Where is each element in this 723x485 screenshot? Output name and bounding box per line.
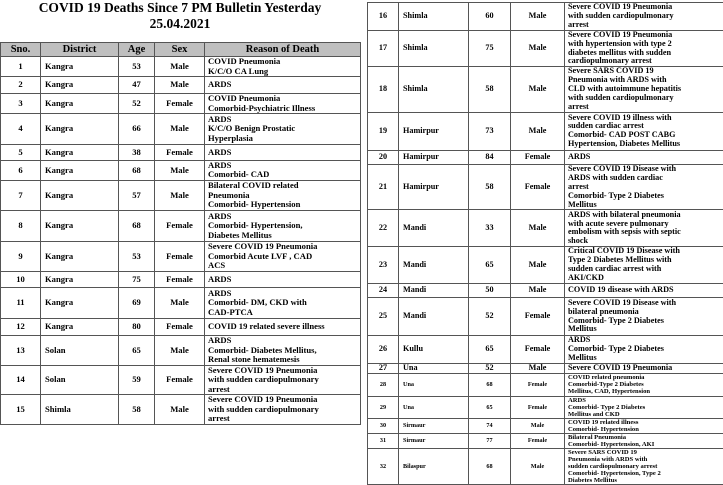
reason-line: Pneumonia with ARDS with bbox=[568, 456, 720, 463]
reason-cell bbox=[565, 247, 723, 284]
district-cell: Una bbox=[399, 363, 469, 373]
reason-line: Comorbid- Type 2 Diabetes bbox=[568, 192, 720, 201]
sex-cell: Male bbox=[511, 67, 565, 113]
sex-cell: Female bbox=[155, 145, 205, 161]
table-row bbox=[368, 210, 723, 247]
reason-line: Hyperplasia bbox=[208, 134, 357, 143]
table-row bbox=[1, 241, 361, 271]
reason-line: Mellitus bbox=[568, 201, 720, 210]
reason-line: Pneumonia with ARDS with bbox=[568, 76, 720, 85]
age-cell: 52 bbox=[119, 94, 155, 114]
reason-cell bbox=[565, 3, 723, 31]
table-row bbox=[1, 395, 361, 425]
reason-cell bbox=[205, 318, 361, 335]
table-row bbox=[1, 77, 361, 94]
district-cell: Kangra bbox=[41, 77, 119, 94]
age-cell: 57 bbox=[119, 180, 155, 210]
reason-line: COVID 19 disease with ARDS bbox=[568, 286, 720, 295]
district-cell: Kangra bbox=[41, 114, 119, 145]
reason-line: ARDS bbox=[208, 161, 357, 170]
age-cell: 58 bbox=[119, 395, 155, 425]
reason-line: Comorbid Acute LVF , CAD bbox=[208, 252, 357, 261]
district-cell: Kangra bbox=[41, 287, 119, 318]
sno-cell: 15 bbox=[1, 395, 41, 425]
table-row bbox=[368, 150, 723, 164]
reason-line: sudden cardiac arrest bbox=[568, 122, 720, 131]
reason-line: embolism with sepsis with septic bbox=[568, 228, 720, 237]
reason-line: Mellitus bbox=[568, 325, 720, 334]
reason-line: sudden cardiac arrest with bbox=[568, 265, 720, 274]
reason-cell bbox=[565, 373, 723, 396]
reason-cell bbox=[205, 271, 361, 287]
age-cell: 58 bbox=[469, 164, 511, 210]
sex-cell: Female bbox=[155, 271, 205, 287]
reason-line: K/C/O Benign Prostatic bbox=[208, 124, 357, 133]
reason-line: Comorbid-Type 2 Diabetes bbox=[568, 381, 720, 388]
age-cell: 74 bbox=[469, 418, 511, 433]
reason-line: Comorbid- Hypertension, Type 2 bbox=[568, 470, 720, 477]
sex-cell: Male bbox=[511, 112, 565, 150]
reason-line: Comorbid- Diabetes Mellitus, bbox=[208, 346, 357, 355]
district-cell: Kullu bbox=[399, 336, 469, 364]
age-cell: 52 bbox=[469, 363, 511, 373]
age-cell: 50 bbox=[469, 284, 511, 298]
reason-line: Comorbid- Hypertension, bbox=[208, 221, 357, 230]
sno-cell: 1 bbox=[1, 57, 41, 77]
reason-line: Severe COVID 19 Disease with bbox=[568, 299, 720, 308]
district-cell: Shimla bbox=[399, 67, 469, 113]
reason-line: Comorbid- CAD bbox=[208, 170, 357, 179]
reason-line: Hypertension, Diabetes Mellitus bbox=[568, 140, 720, 149]
sex-cell: Female bbox=[511, 373, 565, 396]
age-cell: 65 bbox=[469, 247, 511, 284]
table-row bbox=[368, 373, 723, 396]
reason-line: ARDS bbox=[208, 148, 357, 157]
sex-cell: Female bbox=[511, 164, 565, 210]
district-cell: Shimla bbox=[399, 30, 469, 67]
reason-line: ARDS bbox=[568, 153, 720, 162]
district-cell: Solan bbox=[41, 335, 119, 365]
district-cell: Mandi bbox=[399, 247, 469, 284]
table-row bbox=[1, 210, 361, 241]
reason-line: Mellitus bbox=[568, 354, 720, 363]
sex-cell: Male bbox=[511, 3, 565, 31]
reason-cell bbox=[205, 77, 361, 94]
sex-cell: Male bbox=[155, 287, 205, 318]
table-header-row bbox=[1, 43, 361, 57]
reason-line: with sudden cardiopulmonary bbox=[208, 375, 357, 384]
reason-line: Comorbid- Hypertension bbox=[208, 200, 357, 209]
reason-line: Critical COVID 19 Disease with bbox=[568, 247, 720, 256]
reason-line: with sudden cardiopulmonary bbox=[208, 405, 357, 414]
reason-cell bbox=[205, 395, 361, 425]
sno-cell: 20 bbox=[368, 150, 399, 164]
reason-cell bbox=[565, 433, 723, 448]
reason-line: CAD-PTCA bbox=[208, 308, 357, 317]
reason-cell bbox=[205, 287, 361, 318]
reason-line: Pneumonia bbox=[208, 191, 357, 200]
reason-cell bbox=[205, 114, 361, 145]
district-cell: Shimla bbox=[41, 395, 119, 425]
sex-cell: Female bbox=[511, 150, 565, 164]
reason-line: COVID Pneumonia bbox=[208, 57, 357, 66]
reason-cell bbox=[565, 67, 723, 113]
reason-cell bbox=[205, 180, 361, 210]
sno-cell: 28 bbox=[368, 373, 399, 396]
table-row bbox=[368, 112, 723, 150]
sno-cell: 6 bbox=[1, 161, 41, 181]
reason-cell bbox=[565, 448, 723, 484]
sex-cell: Male bbox=[511, 210, 565, 247]
sex-cell: Male bbox=[511, 448, 565, 484]
age-cell: 59 bbox=[119, 365, 155, 394]
age-cell: 73 bbox=[469, 112, 511, 150]
sno-cell: 4 bbox=[1, 114, 41, 145]
sno-cell: 26 bbox=[368, 336, 399, 364]
header-age: Age bbox=[119, 43, 155, 57]
sno-cell: 12 bbox=[1, 318, 41, 335]
district-cell: Hamirpur bbox=[399, 150, 469, 164]
reason-line: ARDS bbox=[208, 289, 357, 298]
reason-line: Bilateral Pneumonia bbox=[568, 434, 720, 441]
reason-line: Comorbid- DM, CKD with bbox=[208, 298, 357, 307]
table-row bbox=[1, 365, 361, 394]
reason-cell bbox=[565, 164, 723, 210]
table-row bbox=[368, 363, 723, 373]
reason-line: with hypertension with type 2 bbox=[568, 40, 720, 49]
district-cell: Hamirpur bbox=[399, 164, 469, 210]
reason-line: with sudden cardiopulmonary bbox=[568, 94, 720, 103]
sno-cell: 29 bbox=[368, 396, 399, 418]
reason-line: sudden cardiopulmonary arrest bbox=[568, 463, 720, 470]
age-cell: 53 bbox=[119, 57, 155, 77]
sex-cell: Male bbox=[511, 363, 565, 373]
sno-cell: 10 bbox=[1, 271, 41, 287]
sex-cell: Male bbox=[155, 180, 205, 210]
sno-cell: 5 bbox=[1, 145, 41, 161]
sex-cell: Male bbox=[155, 161, 205, 181]
district-cell: Kangra bbox=[41, 318, 119, 335]
table-row bbox=[368, 336, 723, 364]
reason-cell bbox=[205, 241, 361, 271]
reason-line: ARDS bbox=[208, 336, 357, 345]
age-cell: 58 bbox=[469, 67, 511, 113]
district-cell: Mandi bbox=[399, 210, 469, 247]
reason-line: Bilateral COVID related bbox=[208, 181, 357, 190]
district-cell: Kangra bbox=[41, 161, 119, 181]
reason-line: Mellitus and CKD bbox=[568, 411, 720, 418]
district-cell: Una bbox=[399, 396, 469, 418]
age-cell: 69 bbox=[119, 287, 155, 318]
reason-line: cardiopulmonary arrest bbox=[568, 57, 720, 66]
table-row bbox=[1, 161, 361, 181]
age-cell: 52 bbox=[469, 298, 511, 336]
table-row bbox=[368, 298, 723, 336]
table-row bbox=[368, 418, 723, 433]
table-row bbox=[1, 145, 361, 161]
reason-line: Diabetes Mellitus bbox=[208, 231, 357, 240]
reason-cell bbox=[565, 30, 723, 67]
sno-cell: 21 bbox=[368, 164, 399, 210]
reason-line: shock bbox=[568, 237, 720, 246]
reason-cell bbox=[205, 210, 361, 241]
table-row bbox=[368, 247, 723, 284]
sno-cell: 27 bbox=[368, 363, 399, 373]
reason-line: COVID related pneumonia bbox=[568, 374, 720, 381]
reason-line: Comorbid- Hypertension bbox=[568, 426, 720, 433]
district-cell: Kangra bbox=[41, 145, 119, 161]
sno-cell: 24 bbox=[368, 284, 399, 298]
sex-cell: Female bbox=[155, 210, 205, 241]
reason-cell bbox=[205, 161, 361, 181]
age-cell: 65 bbox=[469, 336, 511, 364]
title-line-1: COVID 19 Deaths Since 7 PM Bulletin Yesterday bbox=[0, 0, 360, 16]
table-row bbox=[368, 396, 723, 418]
district-cell: Sirmaur bbox=[399, 433, 469, 448]
reason-line: Type 2 Diabetes Mellitus with bbox=[568, 256, 720, 265]
table-row bbox=[368, 448, 723, 484]
header-sex: Sex bbox=[155, 43, 205, 57]
reason-line: with sudden cardiopulmonary bbox=[568, 12, 720, 21]
reason-cell bbox=[565, 396, 723, 418]
reason-line: ARDS bbox=[568, 336, 720, 345]
district-cell: Mandi bbox=[399, 298, 469, 336]
reason-line: COVID Pneumonia bbox=[208, 94, 357, 103]
table-row bbox=[368, 67, 723, 113]
district-cell: Kangra bbox=[41, 94, 119, 114]
reason-cell bbox=[565, 284, 723, 298]
district-cell: Kangra bbox=[41, 57, 119, 77]
sno-cell: 31 bbox=[368, 433, 399, 448]
sex-cell: Male bbox=[155, 57, 205, 77]
table-row bbox=[368, 284, 723, 298]
reason-cell bbox=[565, 336, 723, 364]
age-cell: 47 bbox=[119, 77, 155, 94]
district-cell: Shimla bbox=[399, 3, 469, 31]
table-row bbox=[368, 164, 723, 210]
reason-line: arrest bbox=[208, 414, 357, 423]
left-panel bbox=[0, 0, 360, 425]
age-cell: 33 bbox=[469, 210, 511, 247]
age-cell: 75 bbox=[119, 271, 155, 287]
reason-cell bbox=[565, 418, 723, 433]
sno-cell: 22 bbox=[368, 210, 399, 247]
reason-line: ARDS with bilateral pneumonia bbox=[568, 211, 720, 220]
reason-line: COVID 19 related illness bbox=[568, 419, 720, 426]
district-cell: Hamirpur bbox=[399, 112, 469, 150]
reason-cell bbox=[565, 363, 723, 373]
reason-cell bbox=[205, 94, 361, 114]
sno-cell: 2 bbox=[1, 77, 41, 94]
reason-line: COVID 19 related severe illness bbox=[208, 322, 357, 331]
district-cell: Mandi bbox=[399, 284, 469, 298]
header-reason: Reason of Death bbox=[205, 43, 361, 57]
age-cell: 68 bbox=[469, 373, 511, 396]
district-cell: Solan bbox=[41, 365, 119, 394]
district-cell: Kangra bbox=[41, 210, 119, 241]
sex-cell: Female bbox=[155, 365, 205, 394]
age-cell: 80 bbox=[119, 318, 155, 335]
district-cell: Kangra bbox=[41, 271, 119, 287]
reason-line: arrest bbox=[568, 103, 720, 112]
sex-cell: Female bbox=[511, 433, 565, 448]
table-row bbox=[1, 287, 361, 318]
reason-line: Mellitus, CAD, Hypertension bbox=[568, 388, 720, 395]
reason-line: Comorbid- Type 2 Diabetes bbox=[568, 317, 720, 326]
district-cell: Kangra bbox=[41, 180, 119, 210]
reason-line: ARDS bbox=[208, 275, 357, 284]
reason-line: ARDS bbox=[568, 397, 720, 404]
sno-cell: 23 bbox=[368, 247, 399, 284]
reason-line: Severe COVID 19 Pneumonia bbox=[208, 242, 357, 251]
age-cell: 68 bbox=[469, 448, 511, 484]
sex-cell: Male bbox=[155, 77, 205, 94]
sex-cell: Male bbox=[155, 335, 205, 365]
sex-cell: Male bbox=[511, 418, 565, 433]
reason-line: CLD with autoimmune hepatitis bbox=[568, 85, 720, 94]
reason-cell bbox=[205, 57, 361, 77]
sno-cell: 14 bbox=[1, 365, 41, 394]
sex-cell: Female bbox=[511, 336, 565, 364]
reason-line: Severe SARS COVID 19 bbox=[568, 67, 720, 76]
reason-line: Severe SARS COVID 19 bbox=[568, 449, 720, 456]
reason-line: Severe COVID 19 Pneumonia bbox=[568, 3, 720, 12]
reason-line: Severe COVID 19 Pneumonia bbox=[568, 364, 720, 373]
title-line-2: 25.04.2021 bbox=[0, 16, 360, 32]
reason-line: arrest bbox=[208, 385, 357, 394]
sno-cell: 9 bbox=[1, 241, 41, 271]
reason-cell bbox=[205, 335, 361, 365]
reason-line: Comorbid-Psychiatric Illness bbox=[208, 104, 357, 113]
sno-cell: 8 bbox=[1, 210, 41, 241]
sno-cell: 17 bbox=[368, 30, 399, 67]
sno-cell: 13 bbox=[1, 335, 41, 365]
sex-cell: Male bbox=[511, 30, 565, 67]
age-cell: 84 bbox=[469, 150, 511, 164]
sex-cell: Female bbox=[511, 396, 565, 418]
table-row bbox=[368, 30, 723, 67]
age-cell: 60 bbox=[469, 3, 511, 31]
reason-line: diabetes mellitus with sudden bbox=[568, 49, 720, 58]
reason-line: ACS bbox=[208, 261, 357, 270]
deaths-table-left bbox=[0, 42, 361, 425]
sno-cell: 18 bbox=[368, 67, 399, 113]
reason-cell bbox=[565, 150, 723, 164]
district-cell: Sirmaur bbox=[399, 418, 469, 433]
age-cell: 65 bbox=[119, 335, 155, 365]
age-cell: 75 bbox=[469, 30, 511, 67]
table-row bbox=[1, 57, 361, 77]
table-row bbox=[368, 433, 723, 448]
right-panel bbox=[367, 2, 723, 485]
age-cell: 77 bbox=[469, 433, 511, 448]
reason-line: arrest bbox=[568, 183, 720, 192]
reason-line: Severe COVID 19 Pneumonia bbox=[568, 31, 720, 40]
table-row bbox=[1, 318, 361, 335]
reason-line: Comorbid- Type 2 Diabetes bbox=[568, 345, 720, 354]
age-cell: 68 bbox=[119, 161, 155, 181]
sno-cell: 25 bbox=[368, 298, 399, 336]
sex-cell: Male bbox=[155, 395, 205, 425]
reason-line: Severe COVID 19 Disease with bbox=[568, 165, 720, 174]
reason-cell bbox=[565, 210, 723, 247]
reason-cell bbox=[565, 298, 723, 336]
table-row bbox=[1, 114, 361, 145]
sno-cell: 3 bbox=[1, 94, 41, 114]
reason-cell bbox=[205, 145, 361, 161]
reason-line: ARDS bbox=[208, 80, 357, 89]
sex-cell: Male bbox=[155, 114, 205, 145]
reason-line: Diabetes Mellitus bbox=[568, 477, 720, 484]
age-cell: 68 bbox=[119, 210, 155, 241]
age-cell: 66 bbox=[119, 114, 155, 145]
sex-cell: Female bbox=[155, 94, 205, 114]
reason-line: ARDS bbox=[208, 115, 357, 124]
reason-line: with acute severe pulmonary bbox=[568, 220, 720, 229]
reason-line: Severe COVID 19 illness with bbox=[568, 114, 720, 123]
reason-line: AKI/CKD bbox=[568, 274, 720, 283]
district-cell: Bilaspur bbox=[399, 448, 469, 484]
sno-cell: 7 bbox=[1, 180, 41, 210]
reason-line: bilateral pneumonia bbox=[568, 308, 720, 317]
age-cell: 53 bbox=[119, 241, 155, 271]
reason-line: Severe COVID 19 Pneumonia bbox=[208, 366, 357, 375]
table-row bbox=[368, 3, 723, 31]
sno-cell: 30 bbox=[368, 418, 399, 433]
reason-line: Renal stone hematemesis bbox=[208, 355, 357, 364]
sex-cell: Female bbox=[155, 241, 205, 271]
reason-line: Severe COVID 19 Pneumonia bbox=[208, 395, 357, 404]
reason-line: Comorbid- CAD POST CABG bbox=[568, 131, 720, 140]
header-sno: Sno. bbox=[1, 43, 41, 57]
reason-cell bbox=[565, 112, 723, 150]
sex-cell: Female bbox=[155, 318, 205, 335]
district-cell: Kangra bbox=[41, 241, 119, 271]
sno-cell: 11 bbox=[1, 287, 41, 318]
deaths-table-right bbox=[367, 2, 723, 485]
age-cell: 38 bbox=[119, 145, 155, 161]
reason-line: Comorbid- Type 2 Diabetes bbox=[568, 404, 720, 411]
reason-line: arrest bbox=[568, 21, 720, 30]
sex-cell: Female bbox=[511, 298, 565, 336]
table-row bbox=[1, 94, 361, 114]
age-cell: 65 bbox=[469, 396, 511, 418]
sex-cell: Male bbox=[511, 247, 565, 284]
sno-cell: 32 bbox=[368, 448, 399, 484]
bulletin-title bbox=[0, 0, 360, 42]
sno-cell: 16 bbox=[368, 3, 399, 31]
table-row bbox=[1, 180, 361, 210]
reason-line: Comorbid- Hypertension, AKI bbox=[568, 441, 720, 448]
reason-line: ARDS with sudden cardiac bbox=[568, 174, 720, 183]
reason-line: K/C/O CA Lung bbox=[208, 67, 357, 76]
table-row bbox=[1, 271, 361, 287]
sex-cell: Male bbox=[511, 284, 565, 298]
header-district: District bbox=[41, 43, 119, 57]
reason-cell bbox=[205, 365, 361, 394]
reason-line: ARDS bbox=[208, 212, 357, 221]
table-row bbox=[1, 335, 361, 365]
district-cell: Una bbox=[399, 373, 469, 396]
sno-cell: 19 bbox=[368, 112, 399, 150]
